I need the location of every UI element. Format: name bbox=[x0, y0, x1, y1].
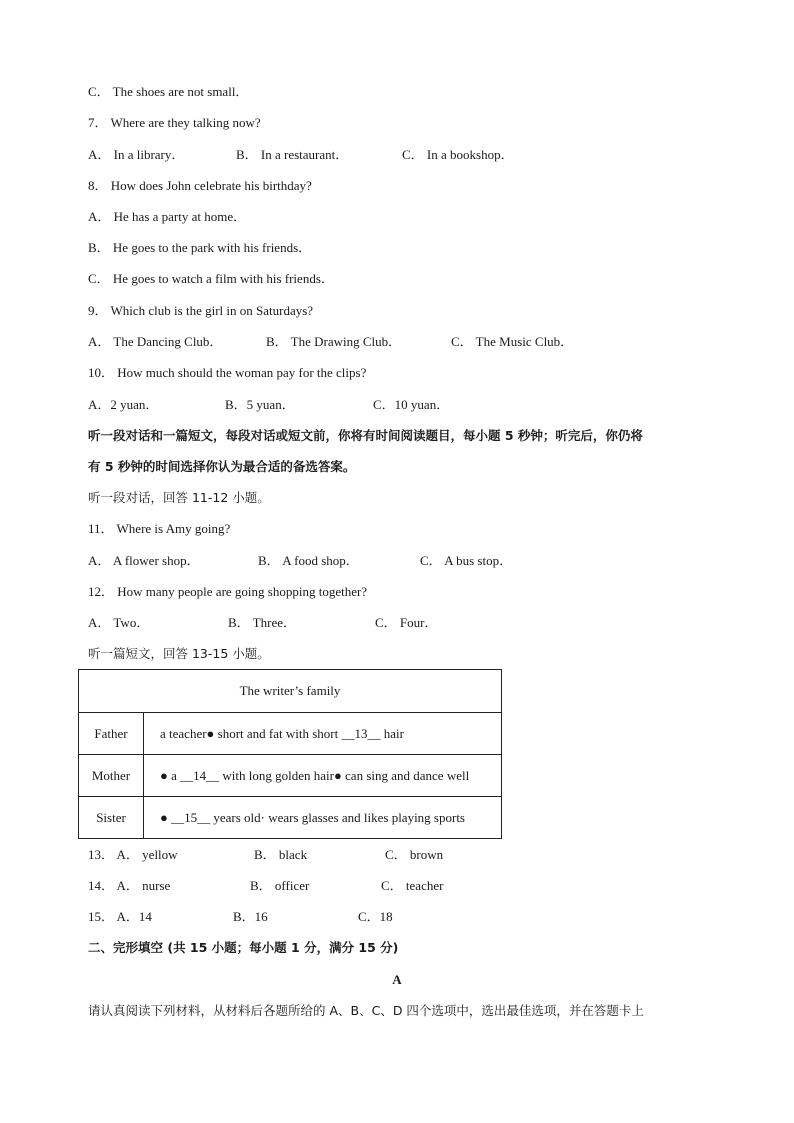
q8-option-c[interactable]: C． He goes to watch a film with his friends． bbox=[88, 271, 334, 286]
row-content-mother: ● a __14__ with long golden hair● can sing and dance well bbox=[144, 755, 502, 797]
table-row bbox=[79, 755, 502, 797]
row-label-father: Father bbox=[79, 713, 144, 755]
row-content-father: a teacher● short and fat with short __13__ hair bbox=[144, 713, 502, 755]
q12-option-a[interactable]: A． Two． bbox=[88, 615, 150, 630]
q12-option-b[interactable]: B． Three． bbox=[228, 615, 296, 630]
q7-option-b[interactable]: B． In a restaurant． bbox=[236, 147, 349, 162]
part-a-heading: A bbox=[392, 972, 402, 987]
family-table bbox=[78, 669, 502, 839]
passage-instruction: 听一篇短文，回答 13-15 小题。 bbox=[88, 646, 270, 661]
q15-option-b[interactable]: B．16 bbox=[233, 909, 268, 924]
dialogue-instruction: 听一段对话，回答 11-12 小题。 bbox=[88, 490, 270, 505]
question-7: 7． Where are they talking now? bbox=[88, 115, 261, 130]
q11-option-b[interactable]: B． A food shop． bbox=[258, 553, 359, 568]
q7-option-a[interactable]: A． In a library． bbox=[88, 147, 185, 162]
row-label-sister: Sister bbox=[79, 797, 144, 839]
table-title: The writer’s family bbox=[79, 670, 502, 713]
question-11: 11． Where is Amy going? bbox=[88, 521, 231, 536]
q8-option-a[interactable]: A． He has a party at home． bbox=[88, 209, 247, 224]
q10-option-c[interactable]: C．10 yuan． bbox=[373, 397, 450, 412]
q13-option-c[interactable]: C． brown bbox=[385, 847, 444, 862]
q7-option-c[interactable]: C． In a bookshop． bbox=[402, 147, 514, 162]
instruction-line-1: 听一段对话和一篇短文，每段对话或短文前，你将有时间阅读题目，每小题 5 秒钟；听完后，你仍将 bbox=[88, 428, 643, 443]
q14-option-a[interactable]: 14． A． nurse bbox=[88, 878, 171, 893]
question-12: 12． How many people are going shopping together? bbox=[88, 584, 368, 599]
q9-option-b[interactable]: B． The Drawing Club． bbox=[266, 334, 402, 349]
q13-option-b[interactable]: B． black bbox=[254, 847, 308, 862]
row-label-mother: Mother bbox=[79, 755, 144, 797]
q11-option-a[interactable]: A． A flower shop． bbox=[88, 553, 200, 568]
q9-option-a[interactable]: A． The Dancing Club． bbox=[88, 334, 223, 349]
instruction-line-2: 有 5 秒钟的时间选择你认为最合适的备选答案。 bbox=[88, 459, 356, 474]
q11-option-c[interactable]: C． A bus stop． bbox=[420, 553, 513, 568]
row-content-sister: ● __15__ years old· wears glasses and likes playing sports bbox=[144, 797, 502, 839]
q14-option-b[interactable]: B． officer bbox=[250, 878, 310, 893]
q13-option-a[interactable]: 13． A． yellow bbox=[88, 847, 178, 862]
table-row bbox=[79, 713, 502, 755]
q10-option-b[interactable]: B．5 yuan． bbox=[225, 397, 295, 412]
q14-option-c[interactable]: C． teacher bbox=[381, 878, 444, 893]
question-9: 9． Which club is the girl in on Saturdays? bbox=[88, 303, 314, 318]
q6-option-c: C． The shoes are not small． bbox=[88, 84, 249, 99]
q15-option-c[interactable]: C．18 bbox=[358, 909, 393, 924]
question-10: 10． How much should the woman pay for the clips? bbox=[88, 365, 367, 380]
table-row bbox=[79, 797, 502, 839]
section-2-intro: 请认真阅读下列材料，从材料后各题所给的 A、B、C、D 四个选项中，选出最佳选项，并在答题卡上 bbox=[88, 1003, 644, 1018]
q12-option-c[interactable]: C． Four． bbox=[375, 615, 438, 630]
q15-option-a[interactable]: 15． A．14 bbox=[88, 909, 152, 924]
question-8: 8． How does John celebrate his birthday? bbox=[88, 178, 312, 193]
q9-option-c[interactable]: C． The Music Club． bbox=[451, 334, 574, 349]
q10-option-a[interactable]: A．2 yuan． bbox=[88, 397, 159, 412]
q8-option-b[interactable]: B． He goes to the park with his friends． bbox=[88, 240, 312, 255]
section-2-heading: 二、完形填空 (共 15 小题；每小题 1 分，满分 15 分) bbox=[88, 940, 399, 955]
